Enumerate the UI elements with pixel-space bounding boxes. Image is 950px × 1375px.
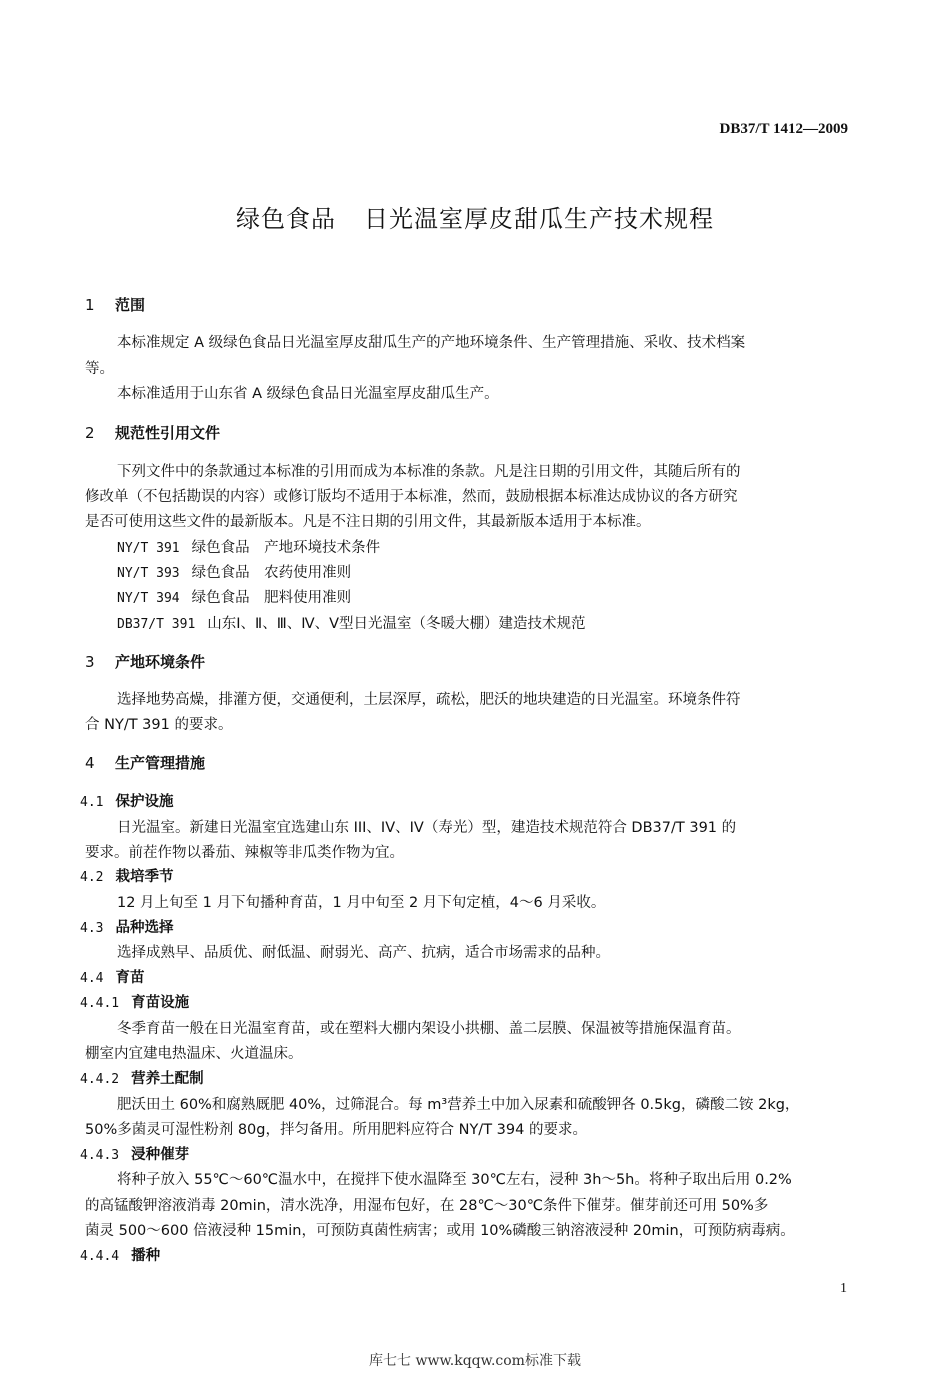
section-3-heading: 3 产地环境条件	[85, 653, 206, 671]
section-4-4-4-heading: 4.4.4 播种	[80, 1248, 161, 1264]
section-4-1-line-1: 日光温室。新建日光温室宜选建山东 III、IV、IV（寿光）型，建造技术规范符合 DB37/T 391 的	[117, 820, 737, 836]
section-4-1-line-2: 要求。前茬作物以番茄、辣椒等非瓜类作物为宜。	[85, 845, 404, 861]
reference-item: NY/T 393 绿色食品 农药使用准则	[117, 565, 352, 581]
section-4-4-1-line-2: 棚室内宜建电热温床、火道温床。	[85, 1046, 303, 1062]
section-1-paragraph-1-line-1: 本标准规定 A 级绿色食品日光温室厚皮甜瓜生产的产地环境条件、生产管理措施、采收、技术档案	[117, 335, 746, 351]
section-1-heading: 1 范围	[85, 296, 146, 314]
section-4-3-line-1: 选择成熟早、品质优、耐低温、耐弱光、高产、抗病，适合市场需求的品种。	[117, 945, 610, 961]
section-4-4-3-heading: 4.4.3 浸种催芽	[80, 1147, 190, 1163]
reference-item: NY/T 391 绿色食品 产地环境技术条件	[117, 540, 381, 556]
section-4-4-3-line-3: 菌灵 500～600 倍液浸种 15min，可预防真菌性病害；或用 10%磷酸三钠溶液浸种 20min，可预防病毒病。	[85, 1223, 795, 1239]
reference-item: DB37/T 391 山东Ⅰ、Ⅱ、Ⅲ、Ⅳ、Ⅴ型日光温室（冬暖大棚）建造技术规范	[117, 616, 586, 632]
section-4-4-2-line-2: 50%多菌灵可湿性粉剂 80g，拌匀备用。所用肥料应符合 NY/T 394 的要求。	[85, 1122, 587, 1138]
section-4-4-2-line-1: 肥沃田土 60%和腐熟厩肥 40%，过筛混合。每 m³营养土中加入尿素和硫酸钾各 0.5kg，磷酸二铵 2kg，	[117, 1097, 800, 1113]
section-4-2-heading: 4.2 栽培季节	[80, 869, 174, 885]
section-4-4-3-line-1: 将种子放入 55℃～60℃温水中，在搅拌下使水温降至 30℃左右，浸种 3h～5h。将种子取出后用 0.2%	[117, 1172, 792, 1188]
section-2-heading: 2 规范性引用文件	[85, 424, 221, 442]
section-4-heading: 4 生产管理措施	[85, 754, 206, 772]
section-4-4-heading: 4.4 育苗	[80, 970, 145, 986]
section-4-3-heading: 4.3 品种选择	[80, 920, 174, 936]
section-4-4-3-line-2: 的高锰酸钾溶液消毒 20min，清水洗净，用湿布包好，在 28℃～30℃条件下催芽。催芽前还可用 50%多	[85, 1198, 769, 1214]
section-4-1-heading: 4.1 保护设施	[80, 794, 174, 810]
title-part-2: 日光温室厚皮甜瓜生产技术规程	[364, 205, 714, 233]
section-4-4-1-line-1: 冬季育苗一般在日光温室育苗，或在塑料大棚内架设小拱棚、盖二层膜、保温被等措施保温育苗。	[117, 1021, 741, 1037]
section-1-paragraph-2: 本标准适用于山东省 A 级绿色食品日光温室厚皮甜瓜生产。	[117, 386, 499, 402]
standard-code: DB37/T 1412—2009	[719, 121, 848, 137]
reference-item: NY/T 394 绿色食品 肥料使用准则	[117, 590, 352, 606]
section-1-paragraph-1-line-2: 等。	[85, 361, 114, 377]
watermark-text: 库七七 www.kqqw.com标准下载	[369, 1353, 581, 1369]
section-2-paragraph-line-2: 修改单（不包括勘误的内容）或修订版均不适用于本标准，然而，鼓励根据本标准达成协议的各方研究	[85, 489, 738, 505]
section-3-paragraph-line-2: 合 NY/T 391 的要求。	[85, 717, 233, 733]
title-part-1: 绿色食品	[236, 205, 336, 233]
section-2-paragraph-line-1: 下列文件中的条款通过本标准的引用而成为本标准的条款。凡是注日期的引用文件，其随后所有的	[117, 464, 741, 480]
section-4-2-line-1: 12 月上旬至 1 月下旬播种育苗，1 月中旬至 2 月下旬定植，4～6 月采收。	[117, 895, 606, 911]
section-3-paragraph-line-1: 选择地势高燥，排灌方便，交通便利，土层深厚，疏松，肥沃的地块建造的日光温室。环境条件符	[117, 692, 741, 708]
document-title	[0, 199, 950, 234]
section-4-4-2-heading: 4.4.2 营养土配制	[80, 1071, 204, 1087]
section-4-4-1-heading: 4.4.1 育苗设施	[80, 995, 190, 1011]
page-number: 1	[840, 1281, 847, 1296]
section-2-paragraph-line-3: 是否可使用这些文件的最新版本。凡是不注日期的引用文件，其最新版本适用于本标准。	[85, 514, 651, 530]
